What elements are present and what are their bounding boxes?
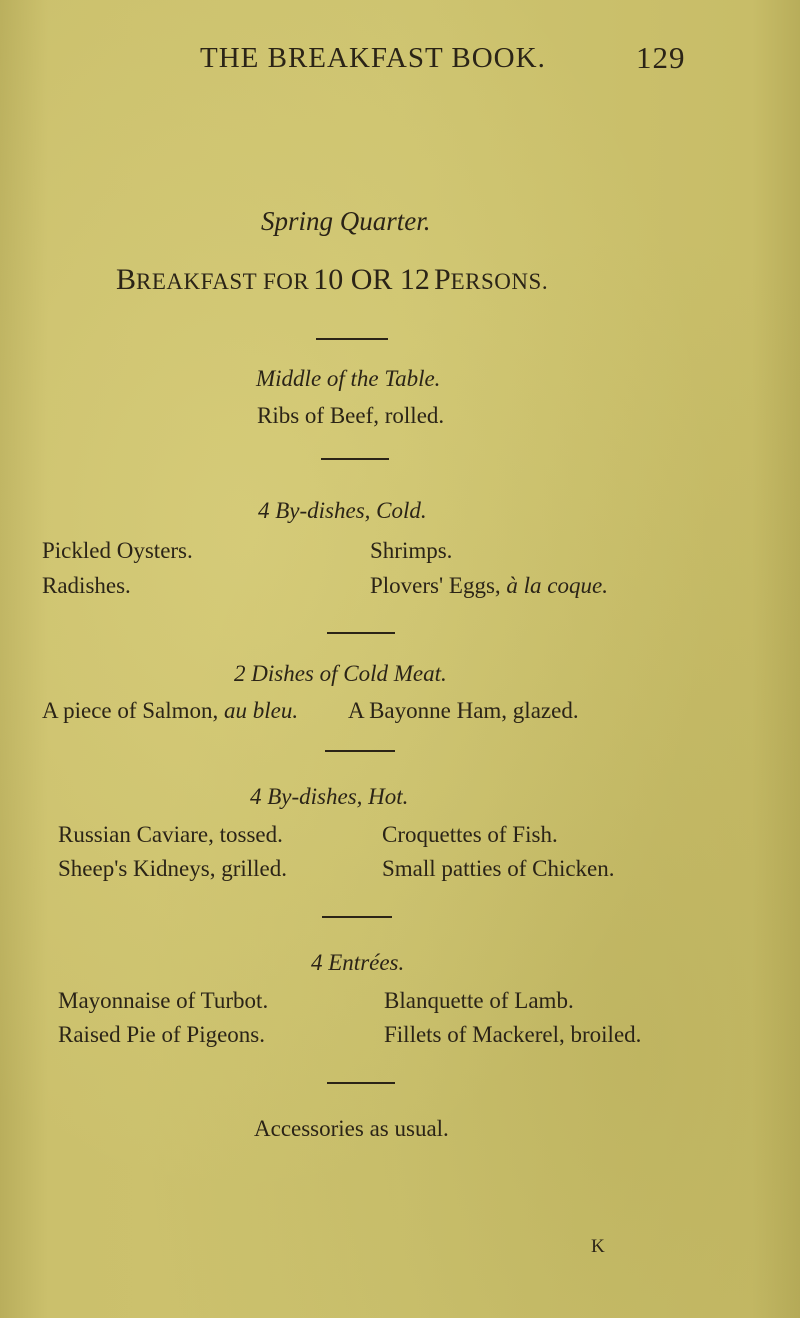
divider bbox=[322, 916, 392, 918]
entree-right-2: Fillets of Mackerel, broiled. bbox=[384, 1022, 642, 1047]
cold-meat-right: A Bayonne Ham, glazed. bbox=[348, 698, 579, 723]
hot-bydish-left-2: Sheep's Kidneys, grilled. bbox=[58, 856, 288, 881]
title-count: 10 OR 12 bbox=[313, 263, 430, 296]
divider bbox=[327, 1082, 395, 1084]
plovers-eggs-italic: à la coque. bbox=[506, 573, 608, 598]
cold-bydish-left-2: Radishes. bbox=[42, 573, 131, 598]
title-breakfast-for: REAKFAST FOR bbox=[136, 269, 310, 294]
season-heading: Spring Quarter. bbox=[261, 206, 431, 236]
cold-bydishes-heading: 4 By-dishes, Cold. bbox=[258, 498, 427, 523]
title-initial-b: B bbox=[116, 263, 137, 296]
page-number: 129 bbox=[636, 40, 686, 75]
divider bbox=[325, 750, 395, 752]
cold-bydish-left-1: Pickled Oysters. bbox=[42, 538, 193, 563]
running-title: THE BREAKFAST BOOK. bbox=[200, 42, 546, 74]
cold-meat-left bbox=[42, 698, 298, 724]
cold-meat-heading: 2 Dishes of Cold Meat. bbox=[234, 661, 447, 686]
salmon-italic: au bleu. bbox=[224, 698, 299, 723]
entree-left-2: Raised Pie of Pigeons. bbox=[58, 1022, 265, 1047]
hot-bydish-right-2: Small patties of Chicken. bbox=[382, 856, 615, 881]
divider bbox=[321, 458, 389, 460]
cold-bydish-right-1: Shrimps. bbox=[370, 538, 453, 563]
entrees-heading: 4 Entrées. bbox=[311, 950, 405, 975]
closing-line: Accessories as usual. bbox=[254, 1116, 449, 1141]
divider bbox=[327, 632, 395, 634]
title-persons: ERSONS. bbox=[450, 269, 549, 294]
title-initial-p: P bbox=[433, 263, 451, 296]
signature-mark: K bbox=[591, 1236, 605, 1257]
hot-bydishes-heading: 4 By-dishes, Hot. bbox=[250, 784, 409, 809]
middle-dish: Ribs of Beef, rolled. bbox=[257, 403, 445, 428]
salmon-text: A piece of Salmon, bbox=[42, 698, 225, 723]
entree-right-1: Blanquette of Lamb. bbox=[384, 988, 574, 1013]
cold-bydish-right-2 bbox=[370, 573, 608, 599]
menu-title bbox=[116, 263, 548, 297]
hot-bydish-right-1: Croquettes of Fish. bbox=[382, 822, 558, 847]
plovers-eggs-text: Plovers' Eggs, bbox=[370, 573, 507, 598]
middle-heading: Middle of the Table. bbox=[256, 366, 441, 391]
hot-bydish-left-1: Russian Caviare, tossed. bbox=[58, 822, 283, 847]
divider bbox=[316, 338, 388, 340]
entree-left-1: Mayonnaise of Turbot. bbox=[58, 988, 269, 1013]
